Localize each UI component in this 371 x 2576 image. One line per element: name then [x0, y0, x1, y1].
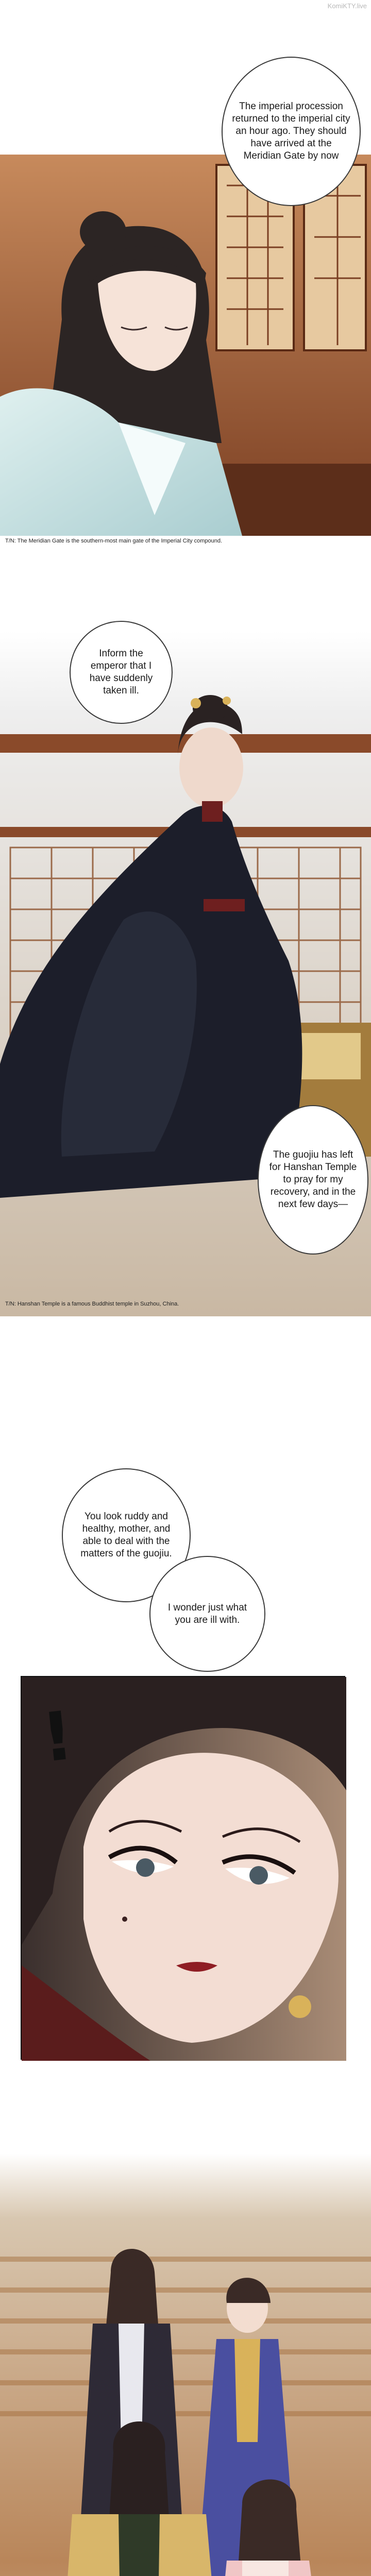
panel-3-bubbles: [0, 1468, 371, 1685]
panel-3: [21, 1676, 345, 2060]
speech-bubble-left: You look ruddy and healthy, mother, and able to deal with the matters of the guojiu.: [62, 1468, 191, 1602]
panel-1-art: [0, 155, 371, 536]
translator-note: T/N: The Meridian Gate is the southern-most main gate of the Imperial City compound.: [5, 538, 223, 544]
translator-note: T/N: Hanshan Temple is a famous Buddhist temple in Suzhou, China.: [5, 1301, 179, 1307]
speech-bubble-top: Inform the emperor that I have suddenly taken ill.: [70, 621, 173, 724]
speech-bubble: The imperial procession returned to the imperial city an hour ago. They should have arrived at the Meridian Gate by now: [222, 57, 361, 206]
watermark: KomiKTY.live: [327, 2, 367, 10]
speech-bubble-bottom: The guojiu has left for Hanshan Temple to pray for my recovery, and in the next few days—: [258, 1105, 368, 1255]
panel-2: [0, 631, 371, 1316]
panel-1: [0, 101, 371, 544]
panel-4: [0, 2154, 371, 2576]
speech-bubble-right: I wonder just what you are ill with.: [149, 1556, 265, 1672]
exclamation-mark: !: [38, 1696, 77, 1777]
panel-4-art: [0, 2154, 371, 2576]
